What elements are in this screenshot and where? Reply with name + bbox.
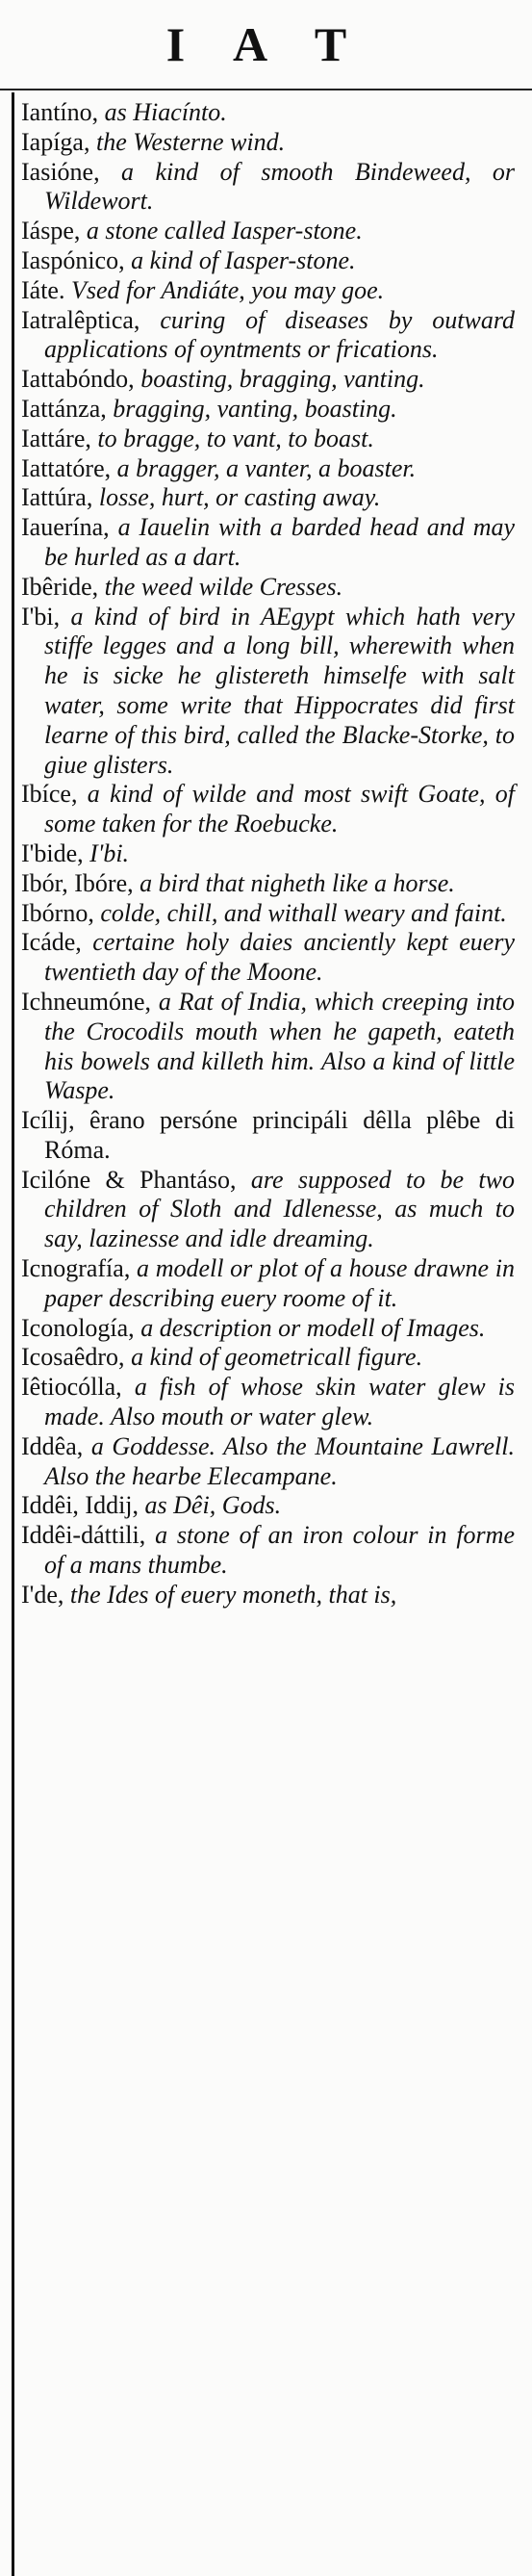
entry-definition: losse, hurt, or casting away. (98, 483, 381, 512)
dictionary-entry (21, 1106, 515, 1166)
dictionary-entry (21, 988, 515, 1106)
header-rule (0, 89, 532, 90)
entry-definition: a kind of wilde and most swift Goate, of some taken for the Roebucke. (44, 780, 515, 838)
dictionary-entry (21, 1166, 515, 1254)
entry-headword: Ibór, Ibóre, (21, 868, 134, 897)
dictionary-entry (21, 839, 515, 869)
dictionary-entry (21, 98, 515, 128)
entry-definition: I'bi. (89, 838, 130, 867)
entry-headword: Icáde, (21, 928, 82, 957)
entry-headword: Iatralêptica, (21, 305, 140, 334)
entry-definition: curing of diseases by outward applications of oyntments or frications. (44, 305, 516, 364)
entry-headword: Iddêa, (21, 1431, 84, 1460)
entry-definition: as Hiacínto. (104, 98, 227, 126)
entry-definition: the Ides of euery moneth, that is, (69, 1580, 397, 1609)
entry-definition: a fish of whose skin water glew is made. Also mouth or water glew. (44, 1373, 516, 1431)
dictionary-entry (21, 246, 515, 276)
entry-headword: Iddêi-dáttili, (21, 1521, 146, 1550)
entry-definition: a kind of Iasper-stone. (131, 245, 356, 274)
entry-definition: boasting, bragging, vanting. (140, 365, 425, 394)
dictionary-entry (21, 425, 515, 454)
dictionary-entry (21, 276, 515, 306)
entry-definition: certaine holy daies anciently kept euery twentieth day of the Moone. (44, 928, 515, 987)
entry-definition: are supposed to be two children of Sloth and Idlenesse, as much to say, lazinesse and idle dreaming. (44, 1165, 515, 1253)
entry-headword: Iddêi, Iddij, (21, 1491, 139, 1520)
entry-headword: Iantíno, (21, 98, 99, 126)
entry-headword: Iattúra, (21, 483, 93, 512)
entry-headword: I'de, (21, 1580, 64, 1609)
dictionary-entry (21, 1581, 515, 1610)
entry-headword: Icílij, êrano persóne principáli dêlla plêbe di Róma. (21, 1106, 515, 1164)
dictionary-entry (21, 513, 515, 573)
entry-headword: Ibórno, (21, 898, 94, 927)
entry-definition: as Dêi, Gods. (144, 1491, 282, 1520)
dictionary-entry (21, 306, 515, 366)
entry-definition: a description or modell of Images. (140, 1313, 486, 1342)
entry-definition: Vsed for Andiáte, you may goe. (70, 275, 385, 304)
entry-definition: a modell or plot of a house drawne in paper describing euery roome of it. (44, 1254, 516, 1312)
dictionary-entry (21, 1521, 515, 1581)
entry-headword: Iapíga, (21, 127, 90, 156)
dictionary-entry (21, 128, 515, 158)
dictionary-entry (21, 217, 515, 246)
page-header: I A T (165, 17, 367, 71)
entry-headword: Iattáre, (21, 424, 91, 452)
entry-definition: the Westerne wind. (95, 127, 286, 156)
dictionary-entry (21, 395, 515, 425)
entry-definition: the weed wilde Cresses. (104, 572, 343, 601)
dictionary-entry (21, 158, 515, 218)
dictionary-entry (21, 365, 515, 395)
entry-headword: I'bide, (21, 838, 84, 867)
entry-headword: Iasióne, (21, 157, 100, 186)
entry-list (21, 98, 515, 2576)
entry-definition: a bird that nigheth like a horse. (139, 868, 455, 897)
entry-definition: a bragger, a vanter, a boaster. (116, 453, 417, 482)
entry-headword: Iáte. (21, 275, 65, 304)
entry-headword: Icilóne & Phantáso, (21, 1165, 237, 1194)
dictionary-entry (21, 1432, 515, 1492)
dictionary-entry (21, 780, 515, 839)
dictionary-entry (21, 603, 515, 781)
dictionary-entry (21, 1343, 515, 1373)
entry-headword: Iconología, (21, 1313, 135, 1342)
entry-definition: a stone called Iasper-stone. (86, 217, 363, 245)
dictionary-entry (21, 573, 515, 603)
dictionary-entry (21, 899, 515, 929)
dictionary-entry (21, 928, 515, 988)
dictionary-entry (21, 1254, 515, 1314)
entry-headword: Ibêride, (21, 572, 99, 601)
entry-definition: a kind of smooth Bindeweed, or Wildewort. (44, 157, 515, 216)
entry-headword: Iáspe, (21, 217, 81, 245)
dictionary-entry (21, 1491, 515, 1521)
entry-headword: Iattabóndo, (21, 365, 135, 394)
dictionary-entry (21, 1373, 515, 1432)
dictionary-entry (21, 1314, 515, 1344)
entry-definition: a Rat of India, which creeping into the Crocodils mouth when he gapeth, eateth his bowels and killeth him. Also a kind of little Waspe. (44, 987, 516, 1105)
entry-definition: a kind of geometricall figure. (131, 1343, 423, 1372)
entry-headword: Ichneumóne, (21, 987, 152, 1016)
entry-headword: Icosaêdro, (21, 1343, 125, 1372)
dictionary-entry (21, 454, 515, 484)
entry-definition: a Goddesse. Also the Mountaine Lawrell. Also the hearbe Elecampane. (44, 1431, 515, 1490)
dictionary-entry (21, 483, 515, 513)
entry-headword: Iauerína, (21, 513, 110, 542)
entry-definition: a Iauelin with a barded head and may be hurled as a dart. (44, 513, 516, 571)
entry-headword: Iêtiocólla, (21, 1373, 122, 1402)
entry-headword: Icnografía, (21, 1254, 131, 1283)
entry-definition: to bragge, to vant, to boast. (97, 424, 374, 452)
entry-definition: a kind of bird in AEgypt which hath very stiffe legges and a long bill, wherewith when he is sicke he glistereth himselfe with salt water, some write that Hippocrates did first learne of this bird, called the Blacke-Storke, to giue glisters. (44, 602, 515, 779)
dictionary-entry (21, 869, 515, 899)
entry-headword: I'bi, (21, 602, 61, 631)
entry-headword: Iaspónico, (21, 245, 125, 274)
column-margin-line (12, 92, 14, 2576)
entry-headword: Iattánza, (21, 394, 107, 423)
entry-definition: a stone of an iron colour in forme of a mans thumbe. (44, 1521, 515, 1580)
entry-headword: Iattatóre, (21, 453, 112, 482)
entry-definition: colde, chill, and withall weary and faint. (100, 898, 507, 927)
entry-headword: Ibíce, (21, 780, 78, 809)
entry-definition: bragging, vanting, boasting. (113, 394, 397, 423)
